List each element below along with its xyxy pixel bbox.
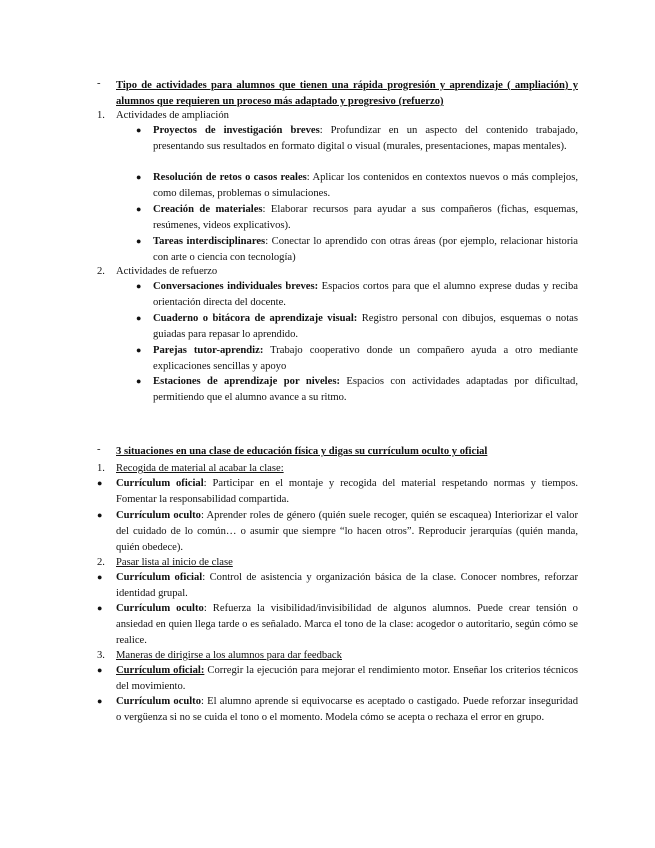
situation3-title: Maneras de dirigirse a los alumnos para dar feedback bbox=[116, 650, 342, 661]
situation2-title: Pasar lista al inicio de clase bbox=[116, 557, 233, 568]
situation3-number: 3. bbox=[97, 650, 105, 661]
situation3-oficial: Currículum oficial: Corregir la ejecución para mejorar el rendimiento motor. Enseñar los criterios técnicos del movimiento. bbox=[116, 665, 578, 692]
bullet-icon: ● bbox=[136, 125, 142, 135]
bullet-icon: ● bbox=[136, 204, 142, 214]
situation1-title: Recogida de material al acabar la clase: bbox=[116, 463, 284, 474]
ampliacion-item-1: Proyectos de investigación breves: Profundizar en un aspecto del contenido trabajado, presentando sus resultados en formato digital o visual (murales, presentaciones, mapas mentales). bbox=[153, 125, 578, 152]
bullet-icon: ● bbox=[97, 478, 103, 488]
bullet-icon: ● bbox=[136, 236, 142, 246]
bullet-icon: ● bbox=[97, 665, 103, 675]
ampliacion-item-3: Creación de materiales: Elaborar recursos para ayudar a sus compañeros (fichas, esquemas, resúmenes, videos explicativos). bbox=[153, 204, 578, 231]
situation3-oculto: Currículum oculto: El alumno aprende si equivocarse es aceptado o castigado. Puede reforzar inseguridad o vergüenza si no se cuida el tono o el momento. Modela cómo se acepta o rechaza el error en grupo. bbox=[116, 696, 579, 723]
section2-dash: - bbox=[97, 444, 101, 455]
situation2-oficial: Currículum oficial: Control de asistencia y organización básica de la clase. Conocer nombres, reforzar identidad grupal. bbox=[116, 572, 578, 599]
section1-heading: Tipo de actividades para alumnos que tienen una rápida progresión y aprendizaje ( ampliación) y alumnos que requieren un proceso más adaptado y progresivo (refuerzo) bbox=[116, 80, 578, 107]
bullet-icon: ● bbox=[97, 603, 103, 613]
refuerzo-item-2: Cuaderno o bitácora de aprendizaje visual: Registro personal con dibujos, esquemas o notas guiadas para repasar lo aprendido. bbox=[153, 313, 578, 340]
situation2-oculto: Currículum oculto: Refuerza la visibilidad/invisibilidad de algunos alumnos. Puede crear tensión o ansiedad en quien llega tarde o es señalado. Marca el tono de la clase: acogedor o autoritario, según cómo se realice. bbox=[116, 603, 578, 646]
section1-dash: - bbox=[97, 78, 101, 89]
situation1-number: 1. bbox=[97, 463, 105, 474]
section2-heading: 3 situaciones en una clase de educación física y digas su currículum oculto y oficial bbox=[116, 446, 488, 457]
ampliacion-item-4: Tareas interdisciplinares: Conectar lo aprendido con otras áreas (por ejemplo, relacionar historia con arte o ciencia con tecnología) bbox=[153, 236, 579, 263]
situation1-oficial: Currículum oficial: Participar en el montaje y recogida del material respetando normas y tiempos. Fomentar la responsabilidad compartida. bbox=[116, 478, 578, 505]
bullet-icon: ● bbox=[136, 376, 142, 386]
refuerzo-item-3: Parejas tutor-aprendiz: Trabajo cooperativo donde un compañero ayuda a otro mediante explicaciones sencillas y apoyo bbox=[153, 345, 579, 372]
group2-number: 2. bbox=[97, 266, 105, 277]
group2-title: Actividades de refuerzo bbox=[116, 266, 218, 277]
group1-title: Actividades de ampliación bbox=[116, 110, 229, 121]
refuerzo-item-1: Conversaciones individuales breves: Espacios cortos para que el alumno exprese dudas y reciba orientación directa del docente. bbox=[153, 281, 578, 308]
situation2-number: 2. bbox=[97, 557, 105, 568]
situation1-oculto: Currículum oculto: Aprender roles de género (quién suele recoger, quién se escaquea) Interiorizar el valor del cuidado de lo común… o asumir que siempre “lo hacen otros”. Reproducir jerarquías (quién manda, quién obedece). bbox=[116, 510, 578, 553]
bullet-icon: ● bbox=[97, 696, 103, 706]
bullet-icon: ● bbox=[97, 510, 103, 520]
bullet-icon: ● bbox=[136, 313, 142, 323]
ampliacion-item-2: Resolución de retos o casos reales: Aplicar los contenidos en contextos nuevos o más complejos, como dilemas, problemas o simulaciones. bbox=[153, 172, 578, 199]
bullet-icon: ● bbox=[97, 572, 103, 582]
bullet-icon: ● bbox=[136, 172, 142, 182]
group1-number: 1. bbox=[97, 110, 105, 121]
bullet-icon: ● bbox=[136, 345, 142, 355]
refuerzo-item-4: Estaciones de aprendizaje por niveles: Espacios con actividades adaptadas por dificultad, permitiendo que el alumno avance a su ritmo. bbox=[153, 376, 578, 403]
bullet-icon: ● bbox=[136, 281, 142, 291]
